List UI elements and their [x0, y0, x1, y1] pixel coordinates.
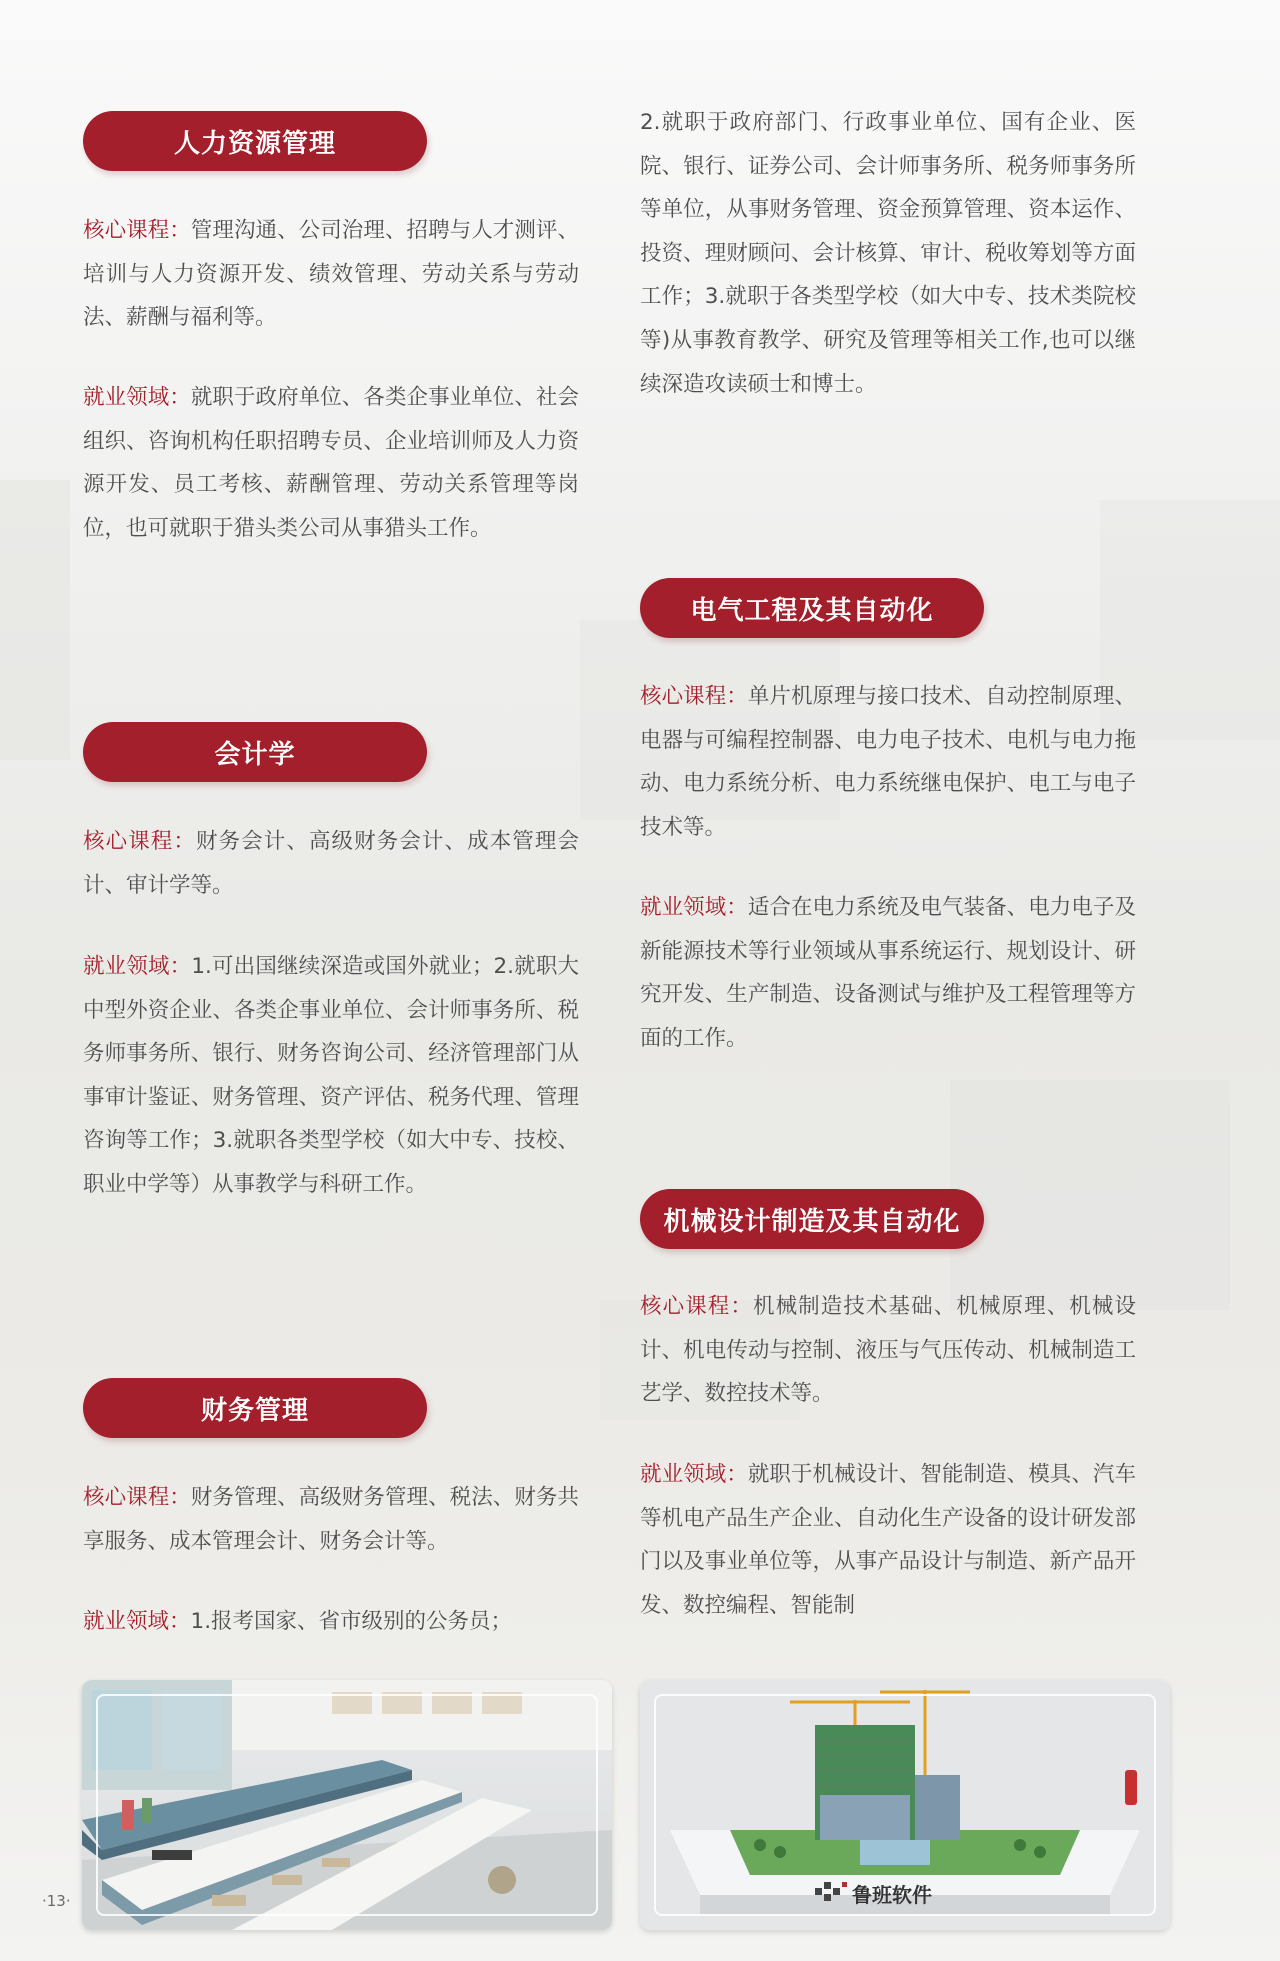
hr-employment: 就业领域：就职于政府单位、各类企事业单位、社会组织、咨询机构任职招聘专员、企业培训师及人力资源开发、员工考核、薪酬管理、劳动关系管理等岗位，也可就职于猎头类公司从事猎头工作。	[83, 385, 579, 541]
section-title-financial-management: 财务管理	[83, 1378, 427, 1438]
building-model-illustration	[640, 1680, 1170, 1930]
accounting-employment: 就业领域：1.可出国继续深造或国外就业；2.就职大中型外资企业、各类企事业单位、会计师事务所、税务师事务所、银行、财务咨询公司、经济管理部门从事审计鉴证、财务管理、资产评估、税务代理、管理咨询等工作；3.就职各类型学校（如大中专、技校、职业中学等）从事教学与科研工作。	[83, 954, 579, 1197]
electrical-core-courses: 核心课程：单片机原理与接口技术、自动控制原理、电器与可编程控制器、电力电子技术、电机与电力拖动、电力系统分析、电力系统继电保护、电工与电子技术等。	[640, 684, 1136, 840]
employment-label: 就业领域：	[83, 954, 192, 979]
lab-classroom-photo	[82, 1680, 612, 1930]
finance-employment-continued: 2.就职于政府部门、行政事业单位、国有企业、医院、银行、证券公司、会计师事务所、税务师事务所等单位，从事财务管理、资金预算管理、资本运作、投资、理财顾问、会计核算、审计、税收筹划等方面工作；3.就职于各类型学校（如大中专、技术类院校等)从事教育教学、研究及管理等相关工作,也可以继续深造攻读硕士和博士。	[640, 110, 1136, 397]
lab-illustration	[82, 1680, 612, 1930]
section-title-electrical: 电气工程及其自动化	[640, 578, 984, 638]
hr-core-courses: 核心课程：管理沟通、公司治理、招聘与人才测评、培训与人力资源开发、绩效管理、劳动关系与劳动法、薪酬与福利等。	[83, 218, 579, 331]
mechanical-core-courses: 核心课程：机械制造技术基础、机械原理、机械设计、机电传动与控制、液压与气压传动、机械制造工艺学、数控技术等。	[640, 1294, 1136, 1407]
employment-label: 就业领域：	[640, 895, 748, 920]
page-number: ·13·	[42, 1892, 71, 1910]
finance-core-courses: 核心课程：财务管理、高级财务管理、税法、财务共享服务、成本管理会计、财务会计等。	[83, 1485, 579, 1554]
electrical-employment: 就业领域：适合在电力系统及电气装备、电力电子及新能源技术等行业领域从事系统运行、规划设计、研究开发、生产制造、设备测试与维护及工程管理等方面的工作。	[640, 895, 1136, 1051]
accounting-core-courses: 核心课程：财务会计、高级财务会计、成本管理会计、审计学等。	[83, 829, 579, 898]
core-label: 核心课程：	[83, 218, 191, 243]
employment-label: 就业领域：	[83, 1609, 191, 1634]
mechanical-employment: 就业领域：就职于机械设计、智能制造、模具、汽车等机电产品生产企业、自动化生产设备的设计研发部门以及事业单位等，从事产品设计与制造、新产品开发、数控编程、智能制	[640, 1462, 1136, 1618]
luban-logo-text: 鲁班软件	[852, 1883, 932, 1907]
core-label: 核心课程：	[640, 684, 748, 709]
section-title-mechanical: 机械设计制造及其自动化	[640, 1189, 984, 1249]
section-title-hr: 人力资源管理	[83, 111, 427, 171]
finance-employment: 就业领域：1.报考国家、省市级别的公务员；	[83, 1609, 513, 1634]
core-label: 核心课程：	[640, 1294, 753, 1319]
core-label: 核心课程：	[83, 829, 196, 854]
building-model-photo	[640, 1680, 1170, 1930]
section-title-accounting: 会计学	[83, 722, 427, 782]
core-label: 核心课程：	[83, 1485, 191, 1510]
employment-label: 就业领域：	[640, 1462, 748, 1487]
employment-label: 就业领域：	[83, 385, 191, 410]
